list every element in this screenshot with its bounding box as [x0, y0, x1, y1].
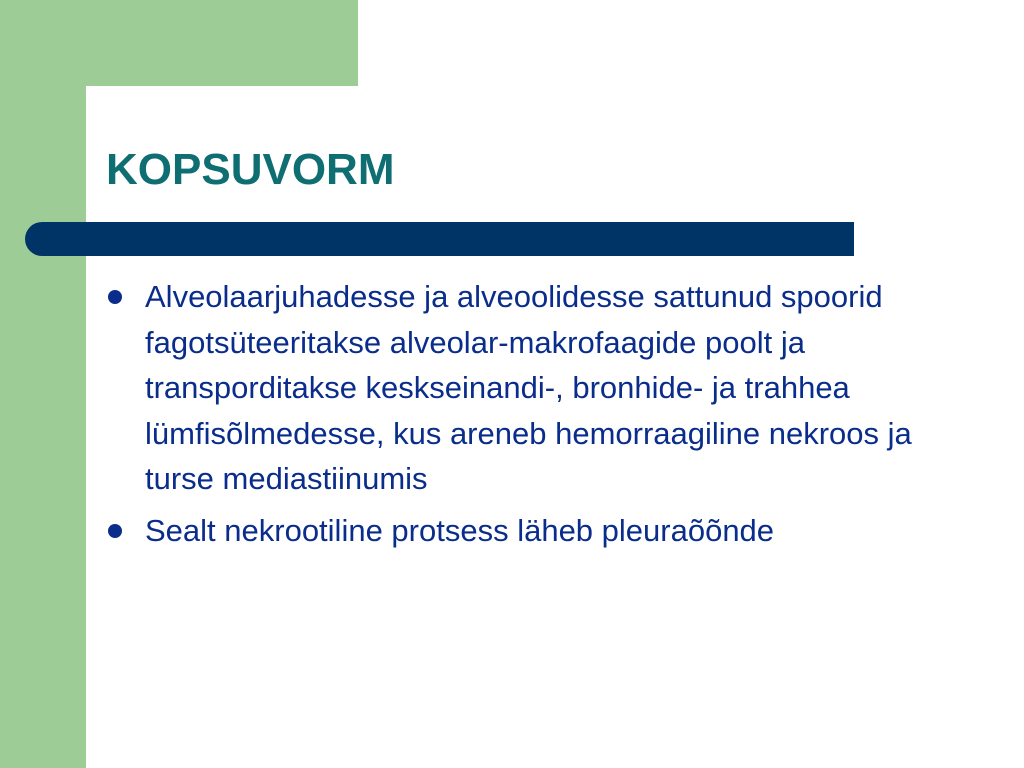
green-left-strip — [0, 0, 86, 768]
bullet-text: Alveolaarjuhadesse ja alveoolidesse sattunud spoorid fagotsüteeritakse alveolar-makrofaagide poolt ja transporditakse keskseinandi-, bronhide- ja trahhea lümfisõlmedesse, kus areneb hemorraagiline nekroos ja turse mediastiinumis — [145, 279, 912, 496]
slide-title: KOPSUVORM — [106, 145, 395, 194]
bullet-item-1 — [106, 274, 966, 502]
title-underline-bar — [25, 222, 854, 256]
bullet-list — [106, 274, 966, 559]
bullet-text: Sealt nekrootiline protsess läheb pleuraõõnde — [145, 512, 775, 548]
bullet-dot-icon — [108, 524, 122, 538]
bullet-item-2 — [106, 508, 966, 554]
bullet-dot-icon — [108, 290, 122, 304]
